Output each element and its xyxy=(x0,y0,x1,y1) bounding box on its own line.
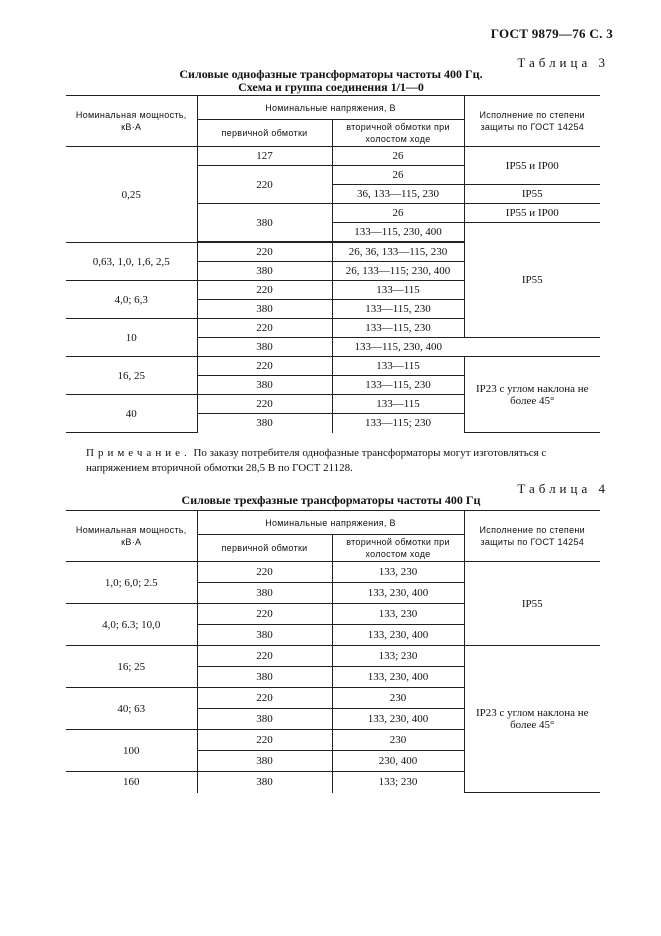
t4-secondary: 133, 230, 400 xyxy=(332,667,464,688)
t3-primary: 220 xyxy=(197,357,332,376)
table3 xyxy=(66,95,600,433)
t4-primary: 380 xyxy=(197,751,332,772)
t4-secondary: 133, 230, 400 xyxy=(332,709,464,730)
t3-secondary: 26, 133—115; 230, 400 xyxy=(332,262,464,281)
t3-power: 40 xyxy=(66,395,197,433)
table-row xyxy=(66,562,600,583)
t3-primary: 127 xyxy=(197,147,332,166)
t3-secondary: 36, 133—115, 230 xyxy=(332,185,464,204)
table3-label: Таблица 3 xyxy=(517,55,609,70)
t4-secondary: 230, 400 xyxy=(332,751,464,772)
t3-protection: IP55 и IP00 xyxy=(464,204,600,223)
t3-primary: 220 xyxy=(197,166,332,204)
t4-power: 40; 63 xyxy=(66,688,197,730)
t4-power: 160 xyxy=(66,772,197,793)
note-text: По заказу потребителя однофазные трансформаторы могут изготовляться с напряжением вторичной обмотки 28,5 В по ГОСТ 21128. xyxy=(86,447,547,474)
t4-primary: 220 xyxy=(197,730,332,751)
page-header: ГОСТ 9879—76 С. 3 xyxy=(490,26,613,41)
t3-protection: IP55 xyxy=(464,185,600,204)
t3-power: 16, 25 xyxy=(66,357,197,395)
table4-title: Силовые трехфазные трансформаторы частоты 400 Гц xyxy=(181,493,481,507)
table-row xyxy=(66,646,600,667)
t3-primary: 220 xyxy=(197,395,332,414)
t3-head-primary: первичной обмотки xyxy=(197,120,332,147)
note-lead: Примечание. xyxy=(86,447,191,459)
t4-primary: 220 xyxy=(197,688,332,709)
t3-head-protection: Исполнение по степени защиты по ГОСТ 14254 xyxy=(464,96,600,147)
t4-primary: 380 xyxy=(197,667,332,688)
table3-title xyxy=(66,68,596,94)
t4-power: 1,0; 6,0; 2.5 xyxy=(66,562,197,604)
table3-title-line2: Схема и группа соединения 1/1—0 xyxy=(238,80,424,94)
t3-power: 0,63, 1,0, 1,6, 2,5 xyxy=(66,243,197,281)
t4-primary: 380 xyxy=(197,625,332,646)
note xyxy=(86,446,598,476)
t3-secondary: 133—115 xyxy=(332,281,464,300)
t3-primary: 220 xyxy=(197,281,332,300)
t4-secondary: 133, 230, 400 xyxy=(332,625,464,646)
t3-secondary: 26, 36, 133—115, 230 xyxy=(332,243,464,262)
t3-secondary: 133—115 xyxy=(332,357,464,376)
t3-primary: 380 xyxy=(197,376,332,395)
t4-secondary: 133; 230 xyxy=(332,646,464,667)
t3-secondary: 26 xyxy=(332,147,464,166)
t4-secondary: 230 xyxy=(332,688,464,709)
t4-head-protection: Исполнение по степени защиты по ГОСТ 14254 xyxy=(464,511,600,562)
t3-secondary: 133—115, 230 xyxy=(332,376,464,395)
t3-secondary: 133—115, 230 xyxy=(332,319,464,338)
t3-secondary: 133—115, 230, 400 xyxy=(332,223,464,242)
t4-head-primary: первичной обмотки xyxy=(197,535,332,562)
t3-secondary: 133—115; 230 xyxy=(332,414,464,433)
t3-power: 0,25 xyxy=(66,147,197,243)
t3-head-secondary: вторичной обмотки при холостом ходе xyxy=(332,120,464,147)
table3-title-line1: Силовые однофазные трансформаторы частоты 400 Гц. xyxy=(179,67,483,81)
t3-secondary: 133—115, 230 xyxy=(332,300,464,319)
t4-secondary: 133, 230 xyxy=(332,562,464,583)
t4-protection: IP55 xyxy=(464,562,600,646)
t3-head-voltages: Номинальные напряжения, В xyxy=(197,96,464,120)
t3-primary: 380 xyxy=(197,338,332,357)
t4-primary: 380 xyxy=(197,709,332,730)
t3-power: 10 xyxy=(66,319,197,357)
t3-head-power: Номинальная мощность, кВ·А xyxy=(66,96,197,147)
t4-primary: 220 xyxy=(197,562,332,583)
t4-primary: 220 xyxy=(197,604,332,625)
t3-secondary: 133—115, 230, 400 xyxy=(332,338,464,357)
table4 xyxy=(66,510,600,793)
t3-secondary: 133—115 xyxy=(332,395,464,414)
table-row xyxy=(66,357,600,376)
t3-secondary: 26 xyxy=(332,166,464,185)
t4-power: 4,0; 6.3; 10,0 xyxy=(66,604,197,646)
t4-secondary: 133, 230 xyxy=(332,604,464,625)
t3-protection: IP55 xyxy=(464,223,600,338)
t4-primary: 220 xyxy=(197,646,332,667)
t4-secondary: 133; 230 xyxy=(332,772,464,793)
t4-secondary: 133, 230, 400 xyxy=(332,583,464,604)
t3-protection: IP55 и IP00 xyxy=(464,147,600,185)
t3-protection: IP23 с углом наклона не более 45° xyxy=(464,357,600,433)
table-row xyxy=(66,147,600,166)
t4-head-power: Номинальная мощность, кВ·А xyxy=(66,511,197,562)
t4-power: 16; 25 xyxy=(66,646,197,688)
table4-label: Таблица 4 xyxy=(517,481,609,496)
t4-secondary: 230 xyxy=(332,730,464,751)
t4-power: 100 xyxy=(66,730,197,772)
t4-primary: 380 xyxy=(197,583,332,604)
t3-secondary: 26 xyxy=(332,204,464,223)
t4-primary: 380 xyxy=(197,772,332,793)
t3-primary: 220 xyxy=(197,243,332,262)
t4-protection: IP23 с углом наклона не более 45° xyxy=(464,646,600,793)
t3-primary: 380 xyxy=(197,204,332,242)
t3-primary: 380 xyxy=(197,262,332,281)
t3-primary: 380 xyxy=(197,300,332,319)
t3-primary: 380 xyxy=(197,414,332,433)
t3-primary: 220 xyxy=(197,319,332,338)
t4-head-voltages: Номинальные напряжения, В xyxy=(197,511,464,535)
t3-power: 4,0; 6,3 xyxy=(66,281,197,319)
t4-head-secondary: вторичной обмотки при холостом ходе xyxy=(332,535,464,562)
